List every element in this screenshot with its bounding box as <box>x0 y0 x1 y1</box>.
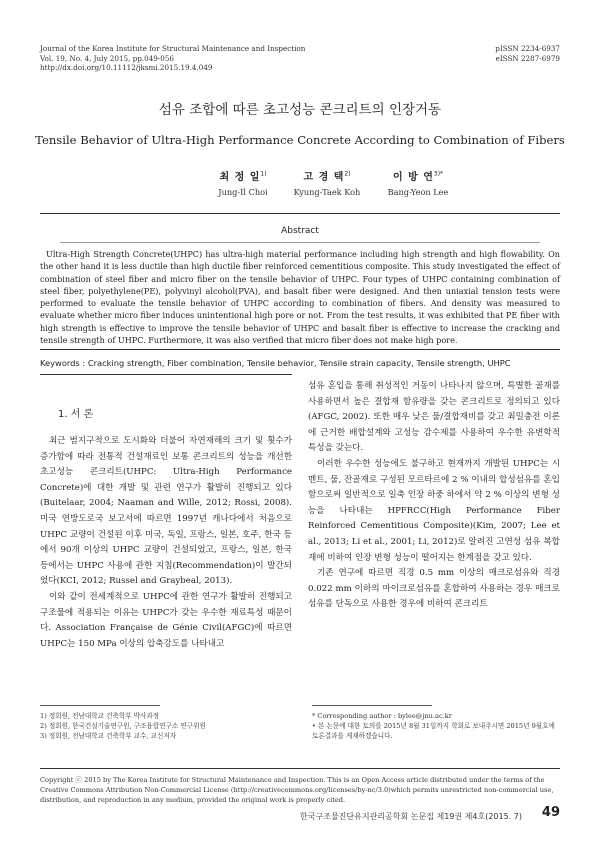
section-title: 1. 서 론 <box>58 409 94 420</box>
journal-volume: Vol. 19, No. 4, July 2015, pp.049-056 <box>40 53 175 63</box>
journal-header <box>40 44 305 73</box>
abstract-body: Ultra-High Strength Concrete(UHPC) has ultra-high material performance including high strength and high flowability. On the other hand it is less ductile than high ductile fiber reinforced cementitious composite. This study investigated the effect of combination of steel fiber and micro fiber on the tensile behavior of UHPC. Four types of UHPC containing combination of steel fiber, polyethylene(PE), polyvinyl alcohol(PVA), and basalt fiber were designed. And then uniaxial tension tests were performed to evaluate the tensile behavior of UHPC according to combination of fibers. And density was measured to evaluate whether micro fiber induces unintentional high pore or not. From the test results, it was exhibited that PE fiber with high strength is effective to improve the tensile behavior of UHPC and basalt fiber is effective to increase the cracking and tensile strength of UHPC. Furthermore, it was also verified that micro fiber does not make high pore. <box>40 249 560 346</box>
footnote: 3) 정회원, 전남대학교 건축학부 교수, 교신저자 <box>40 732 177 740</box>
author-3 <box>363 168 473 197</box>
footnote-rule-left <box>40 705 160 706</box>
doi-link[interactable]: http://dx.doi.org/10.11112/jksmi.2015.19.4.049 <box>40 63 213 72</box>
abstract-heading: Abstract <box>281 226 319 236</box>
issn-block <box>495 44 560 63</box>
author-1-name-ko: 최 정 일 <box>219 172 261 183</box>
eissn: eISSN 2287-6979 <box>495 53 560 63</box>
page-number: 49 <box>541 805 560 820</box>
copyright-notice: Copyright ⓒ 2015 by The Korea Institute for Structural Maintenance and Inspection. This is an Open Access article distributed under the terms of the Creative Commons Attribution Non-Commercial License (http://creativecommons.org/licenses/by-nc/3.0)which permits unrestricted non-commercial use, distribution, and reproduction in any medium, provided the original work is properly cited. <box>40 776 554 804</box>
body-column-left <box>40 434 292 652</box>
author-3-name-en: Bang-Yeon Lee <box>387 187 449 197</box>
author-3-name-ko: 이 방 연 <box>392 172 434 183</box>
paragraph: 최근 범지구적으로 도시화와 더불어 자연재해의 크기 및 횟수가 증가함에 따라 전통적 건설재료인 보통 콘크리트의 성능을 개선한 초고성능 콘크리트(UHPC: Ultra-High Performance Concrete)에 대한 개발 및 관련 연구가 활발히 진행되고 있다 (Buitelaar, 2004; Naaman and Wille, 2012; Rossi, 2008). 미국 연방도로국 보고서에 따르면 1997년 캐나다에서 처음으로 UHPC 교량이 건설된 이후 미국, 독일, 프랑스, 일본, 호주, 한국 등에서 90개 이상의 UHPC 교량이 건설되었고, 프랑스, 일본, 한국 등에서는 UHPC 사용에 관한 지침(Recommendation)이 발간되었다(KCI, 2012; Russel and Graybeal, 2013). <box>40 436 292 587</box>
author-2-name-ko: 고 경 택 <box>303 172 345 183</box>
abstract-heading-rule <box>60 242 540 243</box>
paragraph: 이러한 우수한 성능에도 불구하고 현재까지 개발된 UHPC는 시멘트, 물, 잔골재로 구성된 모르타르에 2 % 이내의 합성섬유를 혼입함으로써 일반적으로 일축 인장 하중 하에서 약 2 % 이상의 변형 성능을 나타내는 HPFRCC(High Performance Fiber Reinforced Cementitious Composite)(Kim, 2007; Lee et al., 2013; Li et al., 2001; Li, 2012)로 알려진 고연성 섬유 복합재에 비하여 인장 변형 성능이 떨어지는 한계점을 갖고 있다. <box>308 458 560 563</box>
author-3-sup: 3)* <box>433 170 444 178</box>
title-english: Tensile Behavior of Ultra-High Performance Concrete According to Combination of Fibers <box>35 133 565 147</box>
journal-name: Journal of the Korea Institute for Structural Maintenance and Inspection <box>40 44 306 53</box>
footnotes-left <box>40 711 292 741</box>
body-column-right <box>308 379 560 613</box>
pissn: pISSN 2234-6937 <box>495 44 560 53</box>
footnote-rule-right <box>312 705 432 706</box>
discussion-note: • 본 논문에 대한 토의를 2015년 8월 31일까지 학회로 보내주시면 2015년 9월호에 토론결과를 게재하겠습니다. <box>312 722 555 740</box>
keywords-rule <box>40 374 292 375</box>
footnote: 1) 정회원, 전남대학교 건축학부 박사과정 <box>40 712 160 720</box>
author-2-name-en: Kyung-Taek Koh <box>293 187 361 197</box>
author-2-sup: 2) <box>344 170 351 178</box>
author-1-sup: 1) <box>260 170 267 178</box>
abstract-bottom-rule <box>40 349 560 350</box>
title-korean: 섬유 조합에 따른 초고성능 콘크리트의 인장거동 <box>158 102 442 118</box>
footer-journal: 한국구조물진단유지관리공학회 논문집 제19권 제4호(2015. 7) <box>300 812 522 821</box>
paragraph: 기존 연구에 따르면 직경 0.5 mm 이상의 매크로섬유와 직경 0.022 mm 이하의 마이크로섬유를 혼합하여 사용하는 경우 매크로섬유를 단독으로 사용한 경우에 비하여 콘크리트 <box>308 568 560 610</box>
paragraph: 이와 같이 전세계적으로 UHPC에 관한 연구가 활발히 진행되고 구조물에 적용되는 이유는 UHPC가 갖는 우수한 재료특성 때문이다. Association Française de Génie Civil(AFGC)에 따르면 UHPC는 150 MPa 이상의 압축강도를 나타내고 <box>40 591 292 649</box>
keywords: Keywords : Cracking strength, Fiber combination, Tensile behavior, Tensile strain capacity, Tensile strength, UHPC <box>40 358 511 368</box>
corresponding-author: * Corresponding author : bylee@jnu.ac.kr <box>312 712 452 720</box>
abstract-top-rule <box>40 213 560 214</box>
footnote: 2) 정회원, 한국건설기술연구원, 구조융합연구소 연구위원 <box>40 722 206 730</box>
paragraph: 섬유 혼입을 통해 취성적인 거동이 나타나지 않으며, 특별한 골재를 사용하면서 높은 결합재 함유량을 갖는 콘크리트로 정의되고 있다(AFGC, 2002). 또한 매우 낮은 물/결합재비를 갖고 최밀충전 이론에 근거한 배합설계와 고성능 감수제를 사용하여 우수한 유변학적 특성을 갖는다. <box>308 381 560 454</box>
footnotes-right <box>312 711 562 741</box>
copyright-rule <box>40 768 560 769</box>
author-1-name-en: Jung-Il Choi <box>218 187 268 197</box>
